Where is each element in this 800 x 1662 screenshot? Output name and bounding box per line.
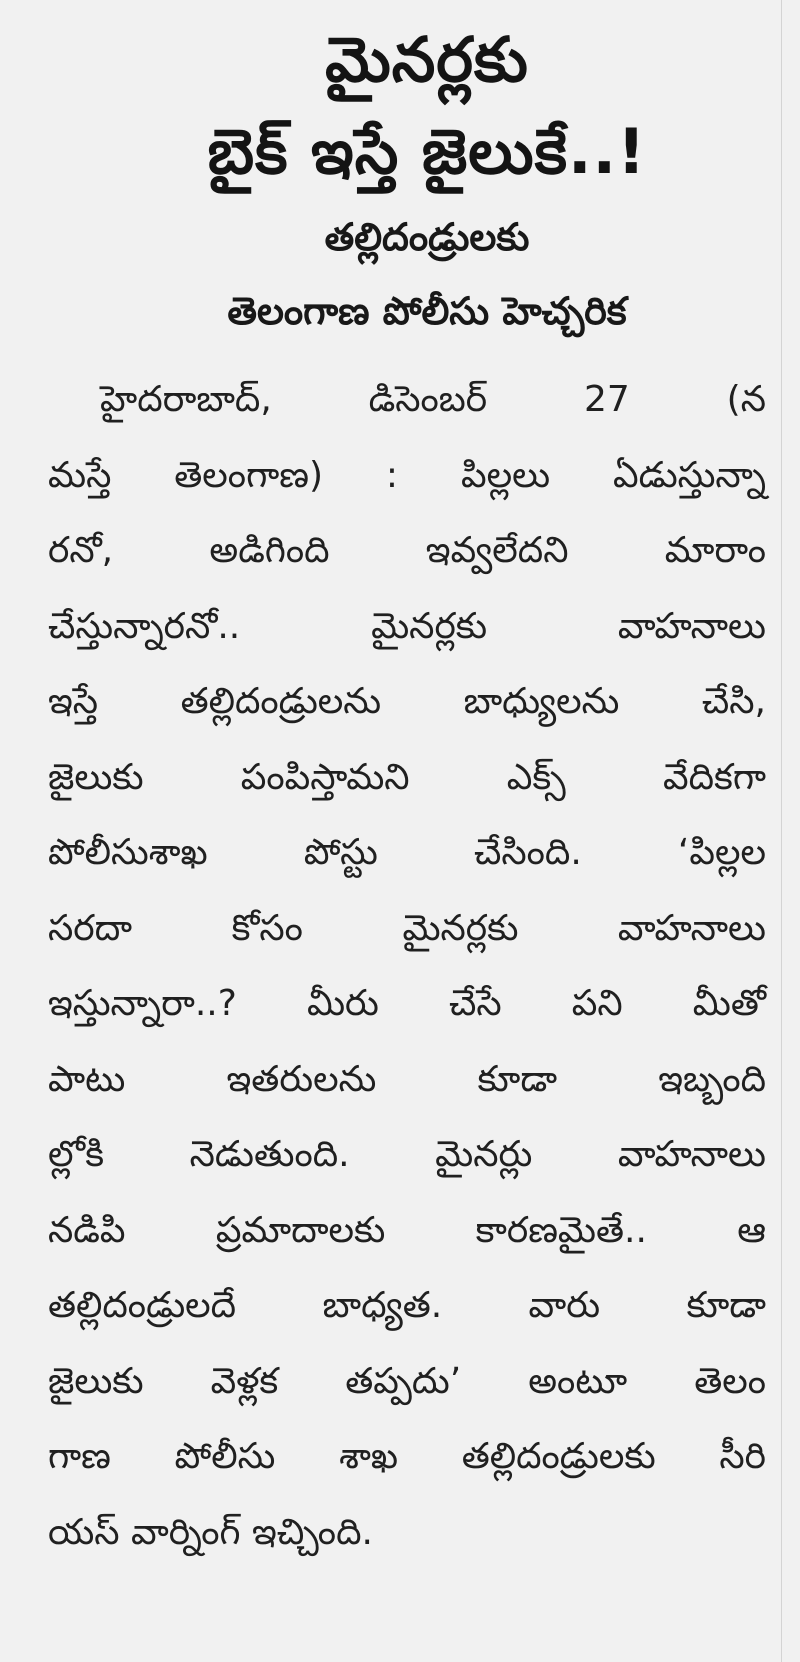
body-line: పాటు ఇతరులను కూడా ఇబ్బంది bbox=[48, 1058, 766, 1100]
headline-line-1: మైనర్లకు bbox=[325, 23, 529, 96]
body-line: హైదరాబాద్, డిసెంబర్ 27 (న bbox=[100, 379, 766, 420]
body-line: యస్ వార్నింగ్ ఇచ్చింది. bbox=[48, 1511, 373, 1553]
body-line: సరదా కోసం మైనర్లకు వాహనాలు bbox=[48, 907, 766, 949]
body-line: రనో, అడిగింది ఇవ్వలేదని మారాం bbox=[48, 530, 766, 571]
subheadline-line-2: తెలంగాణ పోలీసు హెచ్చరిక bbox=[227, 289, 627, 333]
body-line: తల్లిదండ్రులదే బాధ్యత. వారు కూడా bbox=[48, 1285, 766, 1326]
body-line: ఇస్తే తల్లిదండ్రులను బాధ్యులను చేసి, bbox=[48, 681, 766, 722]
body-line: ఇస్తున్నారా..? మీరు చేసే పని మీతో bbox=[48, 983, 766, 1024]
article-body bbox=[48, 362, 766, 1570]
body-line: నడిపి ప్రమాదాలకు కారణమైతే.. ఆ bbox=[48, 1209, 766, 1251]
body-line: జైలుకు వెళ్లక తప్పదు’ అంటూ తెలం bbox=[48, 1360, 766, 1402]
body-line: మస్తే తెలంగాణ) : పిల్లలు ఏడుస్తున్నా bbox=[48, 454, 766, 496]
body-line: చేస్తున్నారనో.. మైనర్లకు వాహనాలు bbox=[48, 605, 766, 647]
body-line: పోలీసుశాఖ పోస్టు చేసింది. ‘పిల్లల bbox=[48, 832, 766, 873]
subheadline-line-1: తల్లిదండ్రులకు bbox=[324, 215, 530, 259]
headline-line-2: బైక్ ఇస్తే జైలుకే..! bbox=[207, 115, 647, 188]
column-divider bbox=[781, 0, 782, 1662]
body-line: గాణ పోలీసు శాఖ తల్లిదండ్రులకు సీరి bbox=[48, 1436, 766, 1477]
headline bbox=[88, 14, 766, 348]
body-line: ల్లోకి నెడుతుంది. మైనర్లు వాహనాలు bbox=[48, 1134, 766, 1175]
body-line: జైలుకు పంపిస్తామని ఎక్స్ వేదికగా bbox=[48, 756, 766, 798]
